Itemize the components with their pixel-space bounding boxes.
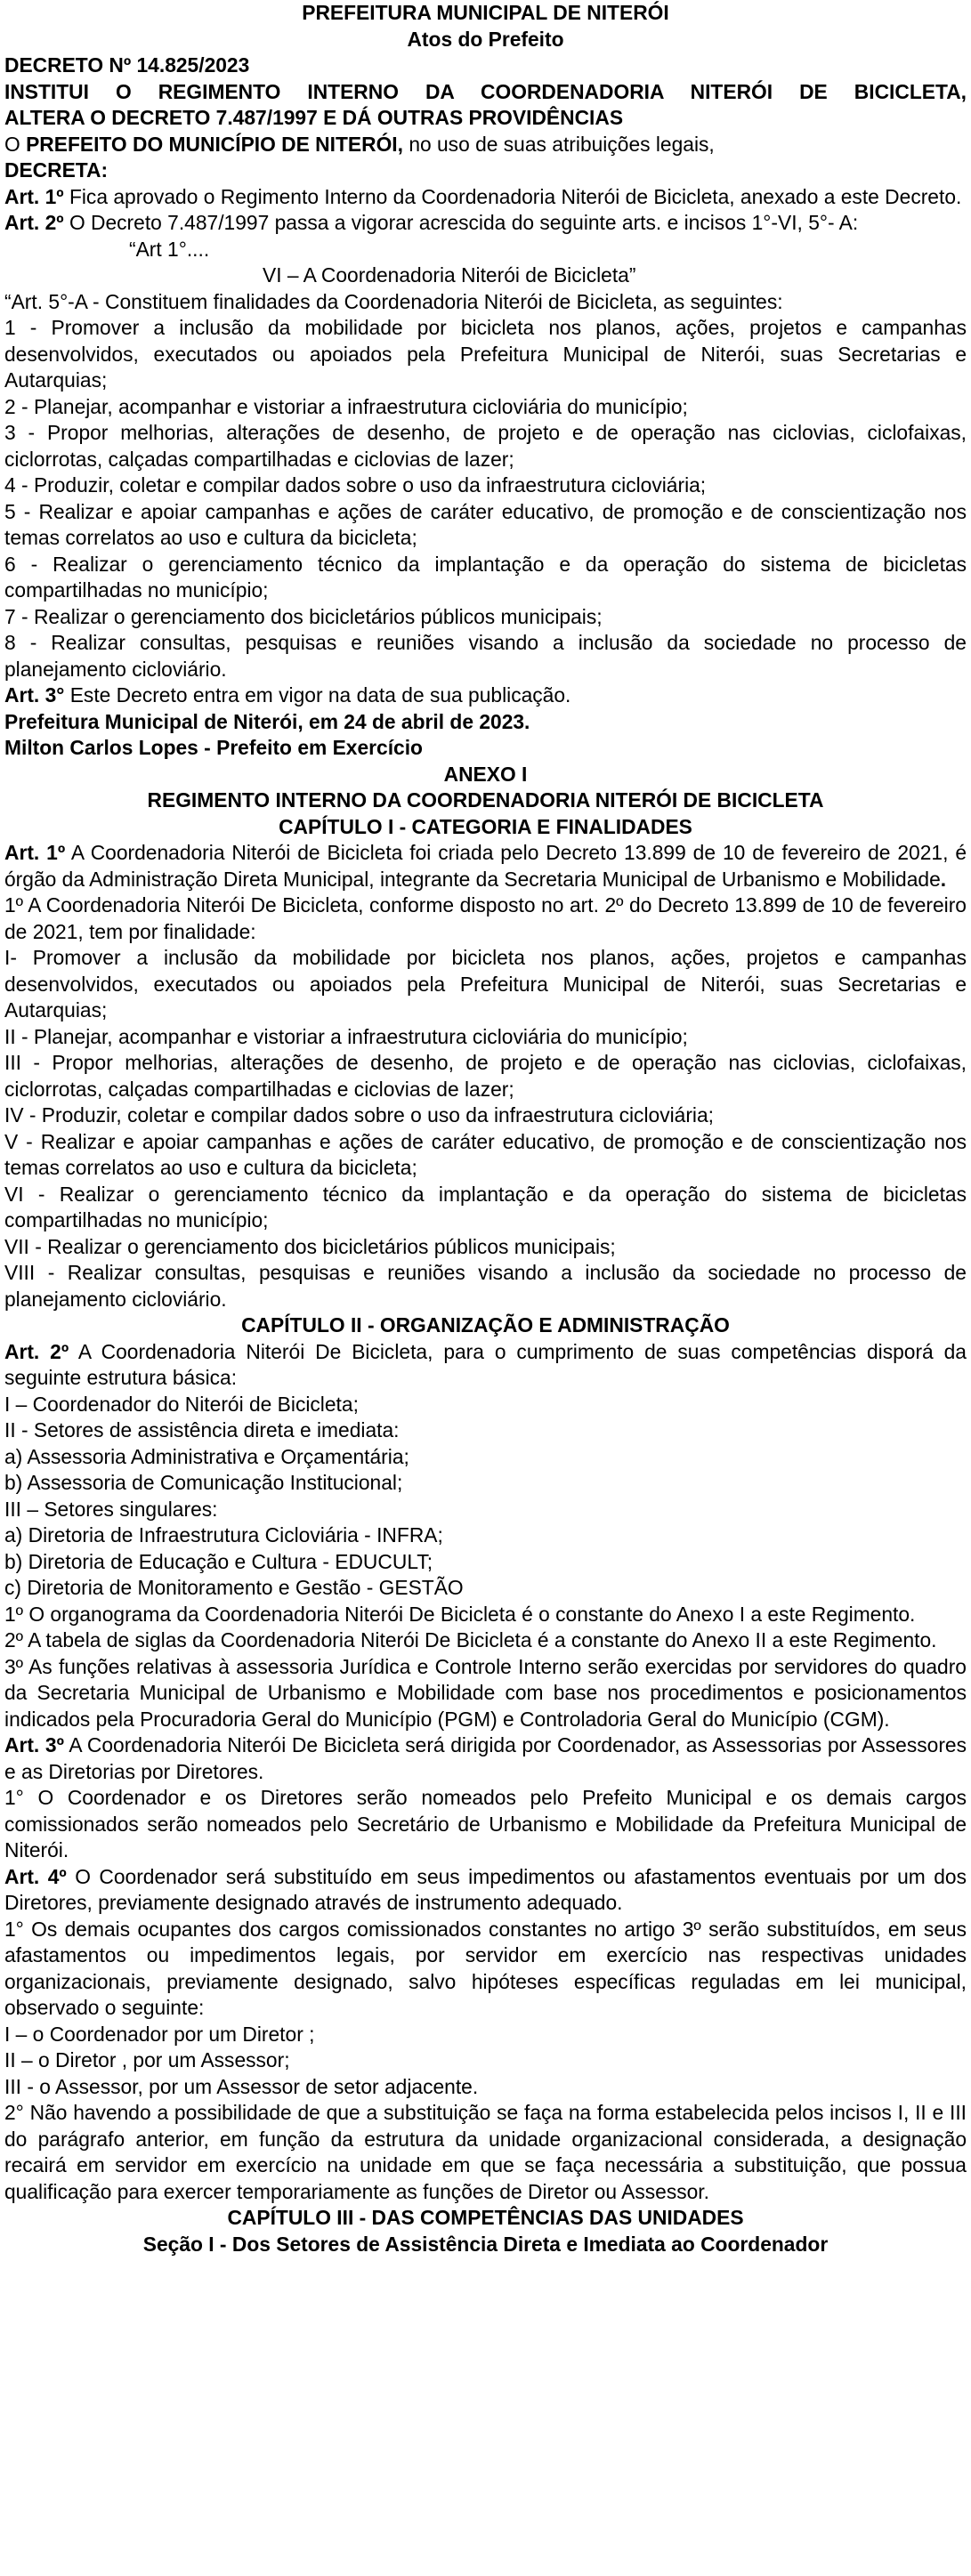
decree-art-3-label: Art. 3°	[4, 683, 65, 707]
preamble-pre: O	[4, 132, 27, 156]
structure-item: b) Assessoria de Comunicação Institucional;	[4, 1471, 403, 1494]
structure-item: b) Diretoria de Educação e Cultura - EDUCULT;	[4, 1549, 433, 1573]
place-date: Prefeitura Municipal de Niterói, em 24 de abril de 2023.	[4, 709, 530, 733]
decree-item: 5 - Realizar e apoiar campanhas e ações de caráter educativo, de promoção e de conscientização nos temas correlatos ao uso e cultura da bicicleta;	[4, 499, 967, 549]
inciso: I- Promover a inclusão da mobilidade por bicicleta nos planos, ações, projetos e campanhas desenvolvidos, executados ou apoiados pela Prefeitura Municipal de Niterói, suas Secretarias e Autarquias;	[4, 946, 967, 1022]
annex-art-4-label: Art. 4º	[4, 1864, 67, 1888]
inciso: III - Propor melhorias, alterações de desenho, de projeto e de operação nas ciclovias, ciclofaixas, ciclorrotas, calçadas compartilhadas e ciclovias de lazer;	[4, 1051, 967, 1101]
decree-title-line-1: INSTITUI O REGIMENTO INTERNO DA COORDENADORIA NITERÓI DE BICICLETA,	[4, 79, 967, 103]
structure-item: a) Diretoria de Infraestrutura Cicloviária - INFRA;	[4, 1523, 443, 1546]
annex-art-3-label: Art. 3º	[4, 1733, 64, 1756]
substitution-item: III - o Assessor, por um Assessor de setor adjacente.	[4, 2074, 479, 2098]
decree-art-2	[4, 210, 967, 237]
annex-art-1-paragraph-1: 1º A Coordenadoria Niterói De Bicicleta, conforme disposto no art. 2º do Decreto 13.899 de 10 de fevereiro de 2021, tem por finalidade:	[4, 893, 967, 943]
substitution-item: II – o Diretor , por um Assessor;	[4, 2048, 290, 2071]
decree-item: 8 - Realizar consultas, pesquisas e reuniões visando a inclusão da sociedade no processo de planejamento cicloviário.	[4, 631, 967, 681]
annex-art-3-text: A Coordenadoria Niterói De Bicicleta será dirigida por Coordenador, as Assessorias por Assessores e as Diretorias por Diretores.	[4, 1733, 967, 1783]
preamble-post: no uso de suas atribuições legais,	[402, 132, 715, 156]
decree-title-line-2: ALTERA O DECRETO 7.487/1997 E DÁ OUTRAS PROVIDÊNCIAS	[4, 106, 624, 129]
annex-label: ANEXO I	[443, 762, 528, 786]
decree-item: 1 - Promover a inclusão da mobilidade por bicicleta nos planos, ações, projetos e campanhas desenvolvidos, executados ou apoiados pela Prefeitura Municipal de Niterói, suas Secretarias e Autarquias;	[4, 316, 967, 392]
decree-number: DECRETO Nº 14.825/2023	[4, 53, 250, 77]
chapter-2-heading: CAPÍTULO II - ORGANIZAÇÃO E ADMINISTRAÇÃO	[241, 1313, 730, 1336]
decree-art-3-text: Este Decreto entra em vigor na data de sua publicação.	[64, 683, 571, 707]
decree-art-1-text: Fica aprovado o Regimento Interno da Coordenadoria Niterói de Bicicleta, anexado a este Decreto.	[63, 184, 962, 208]
annex-art-4-paragraph-2: 2° Não havendo a possibilidade de que a substituição se faça na forma estabelecida pelos incisos I, II e III do parágrafo anterior, em função da estrutura da unidade organizacional considerada, a designação recairá em servidor em exercício na unidade em que se faça necessária a substituição, que possua qualificação para exercer temporariamente as funções de Diretor ou Assessor.	[4, 2101, 967, 2203]
inciso: II - Planejar, acompanhar e vistoriar a infraestrutura cicloviária do município;	[4, 1024, 688, 1048]
structure-item: I – Coordenador do Niterói de Bicicleta;	[4, 1392, 359, 1416]
annex-art-2-paragraph-2: 2º A tabela de siglas da Coordenadoria Niterói De Bicicleta é a constante do Anexo II a este Regimento.	[4, 1628, 937, 1651]
inciso: VI - Realizar o gerenciamento técnico da implantação e da operação do sistema de bicicletas compartilhadas no município;	[4, 1182, 967, 1231]
inciso: VIII - Realizar consultas, pesquisas e reuniões visando a inclusão da sociedade no processo de planejamento cicloviário.	[4, 1261, 967, 1311]
decree-item: 7 - Realizar o gerenciamento dos bicicletários públicos municipais;	[4, 604, 603, 628]
inciso: V - Realizar e apoiar campanhas e ações de caráter educativo, de promoção e de conscientização nos temas correlatos ao uso e cultura da bicicleta;	[4, 1129, 967, 1179]
section-1-heading: Seção I - Dos Setores de Assistência Direta e Imediata ao Coordenador	[142, 2232, 829, 2256]
quote-art-1: “Art 1°....	[129, 237, 210, 261]
structure-item: c) Diretoria de Monitoramento e Gestão - GESTÃO	[4, 1576, 464, 1599]
decree-item: 4 - Produzir, coletar e compilar dados sobre o uso da infraestrutura cicloviária;	[4, 473, 707, 497]
structure-item: II - Setores de assistência direta e imediata:	[4, 1418, 400, 1441]
annex-art-2-paragraph-3: 3º As funções relativas à assessoria Jurídica e Controle Interno serão exercidas por servidores do quadro da Secretaria Municipal de Urbanismo e Mobilidade com base nos procedimentos e posicionamentos indicados pela Procuradoria Geral do Município (PGM) e Controladoria Geral do Município (CGM).	[4, 1654, 967, 1731]
structure-item: III – Setores singulares:	[4, 1497, 218, 1521]
decree-item: 3 - Propor melhorias, alterações de desenho, de projeto e de operação nas ciclovias, ciclofaixas, ciclorrotas, calçadas compartilhadas e ciclovias de lazer;	[4, 421, 967, 471]
decreta: DECRETA:	[4, 158, 109, 182]
annex-art-3	[4, 1732, 967, 1785]
art-5a: “Art. 5°-A - Constituem finalidades da Coordenadoria Niterói de Bicicleta, as seguintes:	[4, 289, 783, 313]
annex-art-2	[4, 1339, 967, 1392]
inciso: IV - Produzir, coletar e compilar dados sobre o uso da infraestrutura cicloviária;	[4, 1103, 715, 1126]
quote-inciso-vi: VI – A Coordenadoria Niterói de Bicicleta”	[263, 263, 636, 287]
chapter-1-heading: CAPÍTULO I - CATEGORIA E FINALIDADES	[279, 814, 692, 838]
annex-art-1-label: Art. 1º	[4, 841, 66, 864]
annex-art-4-paragraph-1: 1° Os demais ocupantes dos cargos comissionados constantes no artigo 3º serão substituídos, em seus afastamentos ou impedimentos legais, por servidor em exercício nas respectivas unidades organizacionais, previamente designado, salvo hipóteses específicas reguladas em lei municipal, observado o seguinte:	[4, 1917, 967, 2019]
chapter-3-heading: CAPÍTULO III - DAS COMPETÊNCIAS DAS UNIDADES	[227, 2206, 744, 2229]
annex-art-4	[4, 1864, 967, 1917]
decree-art-2-label: Art. 2º	[4, 211, 64, 234]
inciso: VII - Realizar o gerenciamento dos bicicletários públicos municipais;	[4, 1234, 616, 1258]
decree-art-1	[4, 184, 967, 211]
annex-art-4-text: O Coordenador será substituído em seus impedimentos ou afastamentos eventuais por um dos Diretores, previamente designado através de instrumento adequado.	[4, 1864, 967, 1914]
annex-art-2-text: A Coordenadoria Niterói De Bicicleta, para o cumprimento de suas competências disporá da seguinte estrutura básica:	[4, 1339, 967, 1389]
annex-title: REGIMENTO INTERNO DA COORDENADORIA NITERÓI DE BICICLETA	[147, 788, 824, 812]
preamble	[4, 132, 967, 158]
decree-item: 2 - Planejar, acompanhar e vistoriar a infraestrutura cicloviária do município;	[4, 394, 688, 418]
org-header: PREFEITURA MUNICIPAL DE NITERÓI	[302, 1, 669, 24]
decree-art-1-label: Art. 1º	[4, 184, 64, 208]
preamble-bold: PREFEITO DO MUNICÍPIO DE NITERÓI,	[26, 132, 403, 156]
annex-art-1-end: .	[940, 867, 947, 891]
decree-art-3	[4, 682, 967, 709]
annex-art-1-text: A Coordenadoria Niterói de Bicicleta foi criada pelo Decreto 13.899 de 10 de fevereiro de 2021, é órgão da Administração Direta Municipal, integrante da Secretaria Municipal de Urbanismo e Mobilidade	[4, 841, 967, 891]
annex-art-2-paragraph-1: 1º O organograma da Coordenadoria Niterói De Bicicleta é o constante do Anexo I a este Regimento.	[4, 1602, 916, 1626]
decree-art-2-text: O Decreto 7.487/1997 passa a vigorar acrescida do seguinte arts. e incisos 1°-VI, 5°- A:	[63, 211, 859, 234]
section-header: Atos do Prefeito	[407, 27, 564, 51]
decree-item: 6 - Realizar o gerenciamento técnico da implantação e da operação do sistema de bicicletas compartilhadas no município;	[4, 552, 967, 602]
substitution-item: I – o Coordenador por um Diretor ;	[4, 2022, 315, 2046]
signature: Milton Carlos Lopes - Prefeito em Exercício	[4, 736, 423, 759]
annex-art-1	[4, 840, 967, 892]
annex-art-2-label: Art. 2º	[4, 1339, 69, 1363]
structure-item: a) Assessoria Administrativa e Orçamentária;	[4, 1444, 409, 1468]
annex-art-3-paragraph-1: 1° O Coordenador e os Diretores serão nomeados pelo Prefeito Municipal e os demais cargos comissionados serão nomeados pelo Secretário de Urbanismo e Mobilidade da Prefeitura Municipal de Niterói.	[4, 1786, 967, 1861]
